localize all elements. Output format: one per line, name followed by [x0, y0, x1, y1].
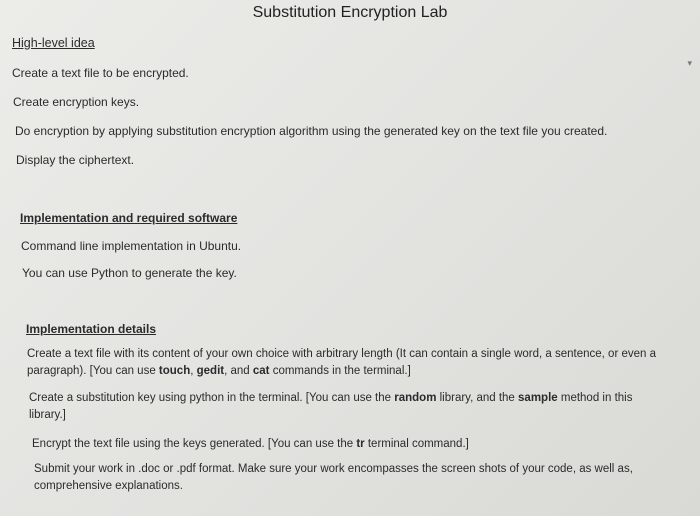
- p1-text-a: Create a text file with its content of your own choice with arbitrary length (It can contain a single word, a sentence, or even a paragraph). [You can use: [27, 348, 656, 377]
- software-heading-text: Implementation and required software: [20, 211, 238, 225]
- page-mark-icon: ▾: [687, 58, 692, 68]
- software-item: You can use Python to generate the key.: [22, 266, 237, 280]
- high-level-item: Create a text file to be encrypted.: [12, 66, 189, 80]
- high-level-item: Create encryption keys.: [13, 95, 140, 109]
- details-paragraph-4: Submit your work in .doc or .pdf format. Make sure your work encompasses the screen shots of your code, as well as, comprehensive explanations.: [34, 463, 633, 492]
- high-level-heading: [12, 36, 95, 50]
- high-level-item: Display the ciphertext.: [16, 153, 135, 167]
- details-paragraph-2: [29, 390, 667, 424]
- p1-text-d: commands in the terminal.]: [269, 365, 411, 377]
- software-heading: [20, 211, 237, 225]
- p3-text-a: Encrypt the text file using the keys generated. [You can use the: [32, 438, 357, 450]
- details-paragraph-3: [32, 436, 469, 453]
- p1-text-c1: ,: [190, 365, 197, 377]
- software-item: Command line implementation in Ubuntu.: [21, 239, 242, 253]
- p2-text-c: library, and the: [436, 392, 519, 404]
- p1-cmd-touch: touch: [158, 365, 191, 377]
- high-level-heading-text: High-level idea: [12, 36, 95, 50]
- p2-text-d: method in this library.]: [29, 392, 633, 421]
- details-heading: [26, 322, 156, 336]
- p1-text-c2: , and: [224, 365, 253, 377]
- details-paragraph-1: [27, 346, 667, 380]
- p2-lib-random: random: [394, 392, 437, 404]
- p1-cmd-gedit: gedit: [196, 365, 225, 377]
- high-level-item: Do encryption by applying substitution encryption algorithm using the generated key on the text file you created.: [15, 124, 608, 138]
- page-title: Substitution Encryption Lab: [252, 4, 448, 21]
- p2-method-sample: sample: [518, 392, 558, 404]
- p2-text-a: Create a substitution key using python in the terminal. [You can use the: [29, 392, 395, 404]
- p1-cmd-cat: cat: [252, 365, 270, 377]
- details-heading-text: Implementation details: [26, 322, 157, 336]
- p3-cmd-tr: tr: [356, 438, 365, 450]
- p3-text-c: terminal command.]: [364, 438, 469, 450]
